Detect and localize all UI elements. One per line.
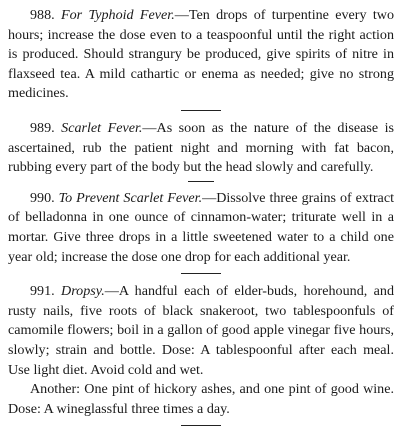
entry-text: —Dissolve three grains of extract of belladonna in one ounce of cinnamon-water; triturate well in a mortar. Give three drops in a little sweetened water to a child one year old; increase the dose one drop for each additional year.	[8, 189, 394, 265]
section-divider	[181, 425, 221, 426]
entry-991-another: Another: One pint of hickory ashes, and one pint of good wine. Dose: A wineglassful three times a day.	[8, 381, 394, 417]
section-divider	[188, 181, 214, 182]
entry-number: 990.	[30, 189, 55, 206]
entry-991	[8, 282, 394, 380]
entry-number: 988.	[30, 7, 55, 23]
entry-989	[8, 119, 394, 178]
entry-title: Scarlet Fever.	[61, 119, 143, 136]
entry-990	[8, 189, 394, 267]
entry-number: 991.	[30, 283, 55, 300]
section-divider	[181, 273, 221, 274]
entry-number: 989.	[30, 119, 55, 136]
entry-title: Dropsy.	[61, 283, 105, 300]
entry-title: For Typhoid Fever.	[61, 7, 175, 23]
section-divider	[181, 110, 221, 111]
entry-text: —Ten drops of turpentine every two hours; increase the dose even to a teaspoonful until the right action is produced. Should strangury be produced, give spirits of nitre in flaxseed tea. A mild cathartic or enema as needed; give no strong medicines.	[8, 7, 394, 102]
entry-text: —As soon as the nature of the disease is ascertained, rub the patient night and morning with fat bacon, rubbing every part of the body but the head slowly and carefully.	[8, 119, 394, 176]
entry-title: To Prevent Scarlet Fever.	[58, 189, 203, 206]
entry-988	[8, 6, 394, 104]
entry-text: —A handful each of elder-buds, horehound, and rusty nails, five roots of black snakeroot, two tablespoonfuls of camomile flowers; boil in a gallon of good apple vinegar five hours, slowly; strain and bottle. Dose: A tablespoonful after each meal. Use light diet. Avoid cold and wet.	[8, 283, 394, 378]
